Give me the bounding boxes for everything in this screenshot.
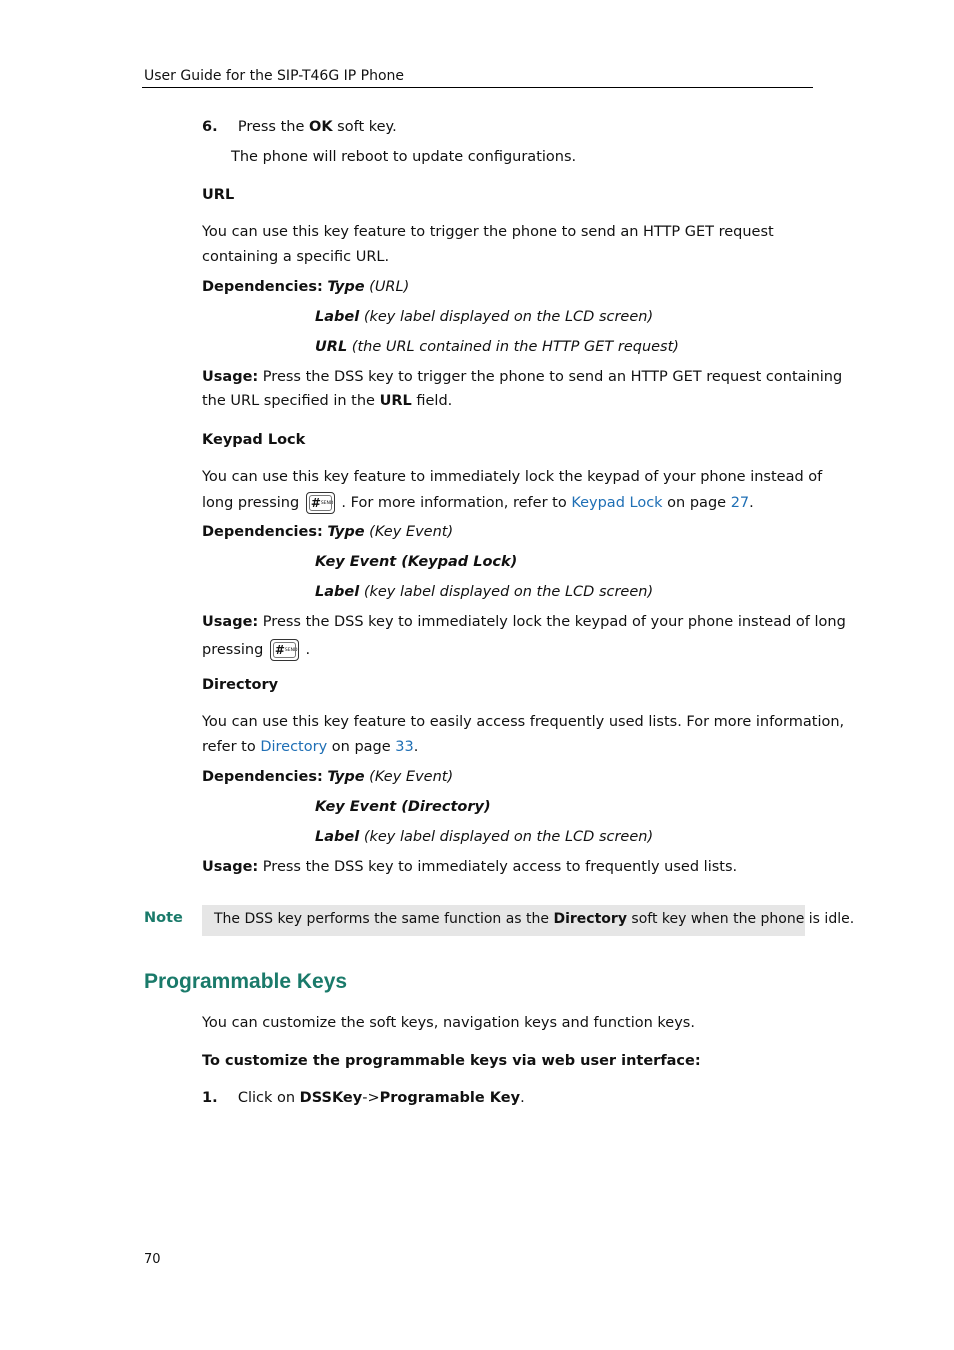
keypad-lock-heading: Keypad Lock — [202, 432, 306, 448]
running-header: User Guide for the SIP-T46G IP Phone — [144, 68, 405, 84]
directory-link[interactable]: Directory — [260, 739, 328, 755]
url-dep-label: Label (key label displayed on the LCD screen) — [315, 309, 654, 325]
url-desc-line2: containing a specific URL. — [202, 249, 390, 265]
directory-dependencies: Dependencies: Type (Key Event) — [202, 769, 454, 785]
keypad-dependencies: Dependencies: Type (Key Event) — [202, 524, 454, 540]
directory-dep-label: Label (key label displayed on the LCD screen) — [315, 829, 654, 845]
programmable-desc: You can customize the soft keys, navigation keys and function keys. — [202, 1015, 695, 1031]
procedure-heading: To customize the programmable keys via web user interface: — [202, 1053, 701, 1069]
url-heading: URL — [202, 187, 235, 203]
section-title-programmable-keys: Programmable Keys — [144, 970, 348, 993]
keypad-dep-label: Label (key label displayed on the LCD screen) — [315, 584, 654, 600]
directory-desc-line2: refer to Directory on page 33. — [202, 739, 419, 755]
pound-send-key-icon: # SEND — [306, 492, 335, 514]
url-dep-url: URL (the URL contained in the HTTP GET request) — [315, 339, 679, 355]
note-text: The DSS key performs the same function as the Directory soft key when the phone is idle. — [214, 911, 855, 927]
directory-desc-line1: You can use this key feature to easily access frequently used lists. For more information, — [202, 714, 845, 730]
directory-heading: Directory — [202, 677, 279, 693]
keypad-desc-line1: You can use this key feature to immediately lock the keypad of your phone instead of — [202, 469, 823, 485]
directory-usage: Usage: Press the DSS key to immediately access to frequently used lists. — [202, 859, 738, 875]
step-number: 6. — [202, 119, 218, 135]
keypad-usage-line1: Usage: Press the DSS key to immediately lock the keypad of your phone instead of long — [202, 614, 846, 630]
keypad-desc-line2: long pressing # SEND . For more information, refer to Keypad Lock on page 27. — [202, 490, 754, 516]
url-dependencies: Dependencies: Type (URL) — [202, 279, 410, 295]
page-number: 70 — [144, 1252, 161, 1267]
keypad-dep-key-event: Key Event (Keypad Lock) — [315, 554, 518, 570]
page-33-link[interactable]: 33 — [395, 739, 414, 755]
ok-key: OK — [309, 119, 333, 135]
step-6: 6. Press the OK soft key. — [202, 119, 397, 135]
note-label: Note — [144, 910, 183, 926]
url-desc-line1: You can use this key feature to trigger the phone to send an HTTP GET request — [202, 224, 774, 240]
keypad-lock-link[interactable]: Keypad Lock — [571, 495, 663, 511]
directory-dep-key-event: Key Event (Directory) — [315, 799, 491, 815]
url-usage-line2: the URL specified in the URL field. — [202, 393, 453, 409]
header-rule — [142, 87, 813, 88]
url-usage-line1: Usage: Press the DSS key to trigger the phone to send an HTTP GET request containing — [202, 369, 843, 385]
pound-send-key-icon: # SEND — [270, 639, 299, 661]
step-1: 1. Click on DSSKey->Programable Key. — [202, 1090, 525, 1106]
keypad-usage-line2: pressing # SEND . — [202, 637, 310, 663]
page-27-link[interactable]: 27 — [730, 495, 750, 511]
step-6-result: The phone will reboot to update configurations. — [231, 149, 577, 165]
